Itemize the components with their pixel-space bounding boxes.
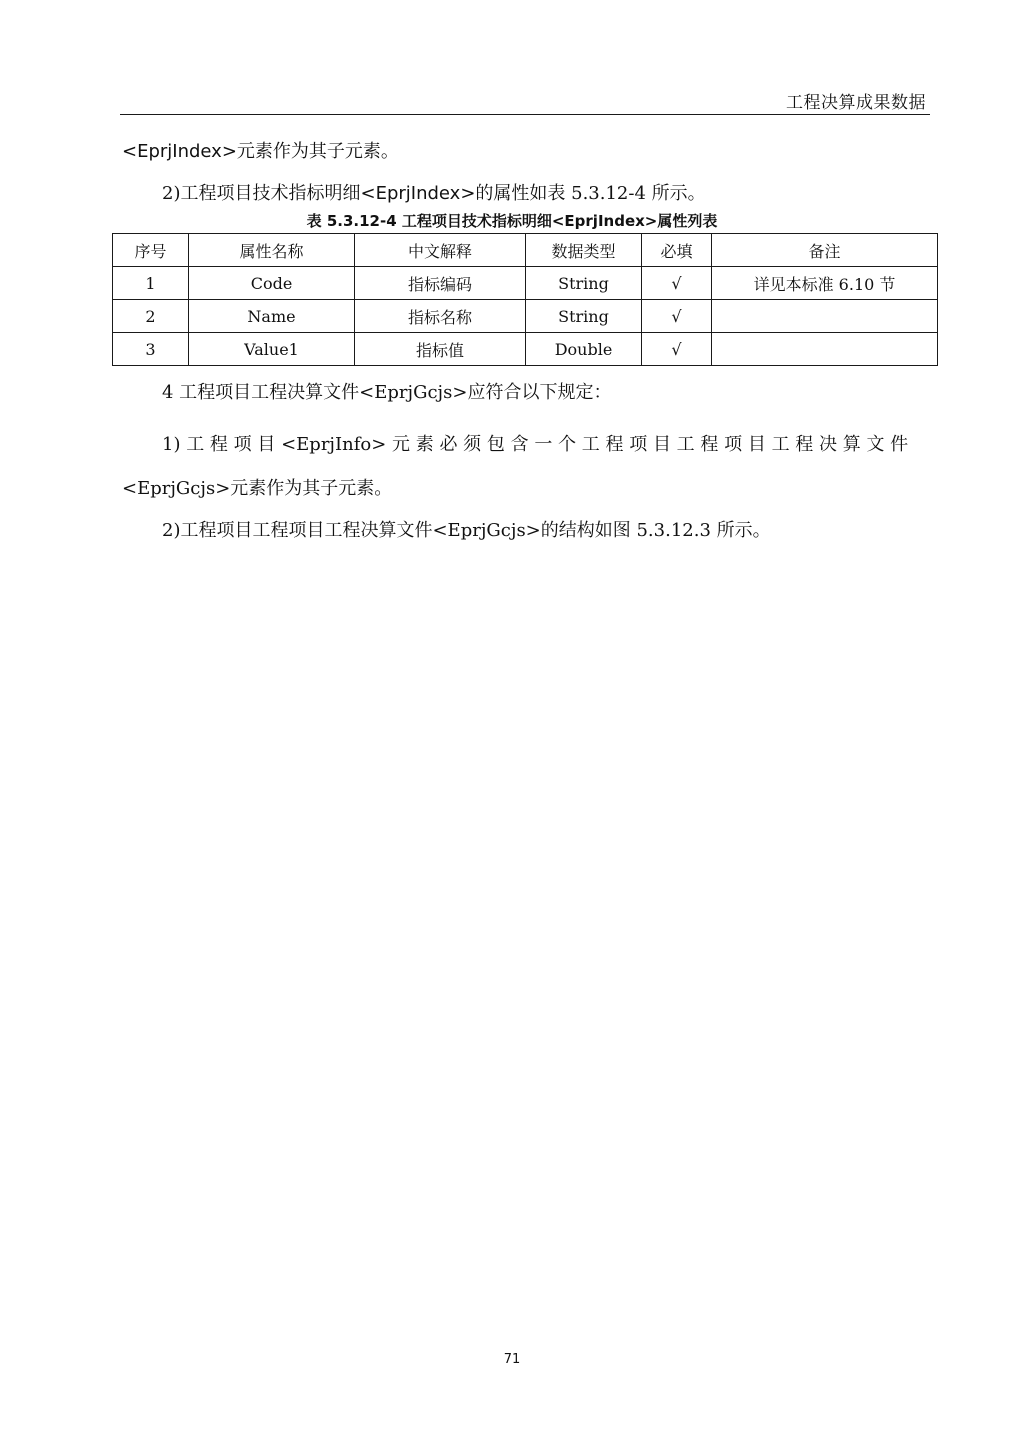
header-cell-data-type: 数据类型 xyxy=(526,234,642,267)
paragraph-gcjs-rule: 4 工程项目工程决算文件<EprjGcjs>应符合以下规定： xyxy=(162,382,612,403)
page-header xyxy=(120,84,930,115)
eprjindex-tag: <EprjIndex> xyxy=(360,183,476,204)
paragraph-eprjgcjs-child: <EprjGcjs>元素作为其子元素。 xyxy=(122,478,393,499)
table-cell xyxy=(712,333,938,366)
header-cell-required: 必填 xyxy=(642,234,712,267)
paragraph-eprjinfo-contains: 1) 工 程 项 目 <EprjInfo> 元 素 必 须 包 含 一 个 工 程 项 目 工 程 项 目 工 程 决 算 文 件 xyxy=(162,434,909,455)
table-cell: 2 xyxy=(113,300,189,333)
table-cell: Code xyxy=(189,267,355,300)
table-cell: String xyxy=(526,267,642,300)
table-cell: 详见本标准 6.10 节 xyxy=(712,267,938,300)
table-cell: 指标编码 xyxy=(355,267,526,300)
paragraph-eprjindex-child xyxy=(122,140,399,164)
table-cell xyxy=(712,300,938,333)
table-cell: String xyxy=(526,300,642,333)
table-cell-check: √ xyxy=(642,267,712,300)
attribute-table xyxy=(112,233,938,366)
header-cell-description: 中文解释 xyxy=(355,234,526,267)
table-cell-check: √ xyxy=(642,300,712,333)
table-header-row xyxy=(113,234,938,267)
page-number: 71 xyxy=(503,1352,521,1367)
table-cell: 指标值 xyxy=(355,333,526,366)
paragraph-attribute-intro xyxy=(162,182,706,206)
table-row xyxy=(113,300,938,333)
paragraph-eprjgcjs-structure: 2)工程项目工程项目工程决算文件<EprjGcjs>的结构如图 5.3.12.3 所示。 xyxy=(162,520,771,541)
header-cell-remarks: 备注 xyxy=(712,234,938,267)
table-cell: Double xyxy=(526,333,642,366)
table-cell: Name xyxy=(189,300,355,333)
paragraph-text: 2)工程项目技术指标明细 xyxy=(162,183,361,204)
table-row xyxy=(113,333,938,366)
header-cell-attribute-name: 属性名称 xyxy=(189,234,355,267)
table-cell: 指标名称 xyxy=(355,300,526,333)
table-cell: Value1 xyxy=(189,333,355,366)
header-cell-index: 序号 xyxy=(113,234,189,267)
paragraph-text: 元素作为其子元素。 xyxy=(236,141,399,162)
table-cell-check: √ xyxy=(642,333,712,366)
paragraph-text: 的属性如表 5.3.12-4 所示。 xyxy=(475,183,706,204)
table-caption: 表 5.3.12-4 工程项目技术指标明细<EprjIndex>属性列表 xyxy=(306,212,718,230)
table-cell: 3 xyxy=(113,333,189,366)
header-title: 工程决算成果数据 xyxy=(786,93,926,113)
table-row xyxy=(113,267,938,300)
table-cell: 1 xyxy=(113,267,189,300)
eprjindex-tag: <EprjIndex> xyxy=(122,141,237,162)
